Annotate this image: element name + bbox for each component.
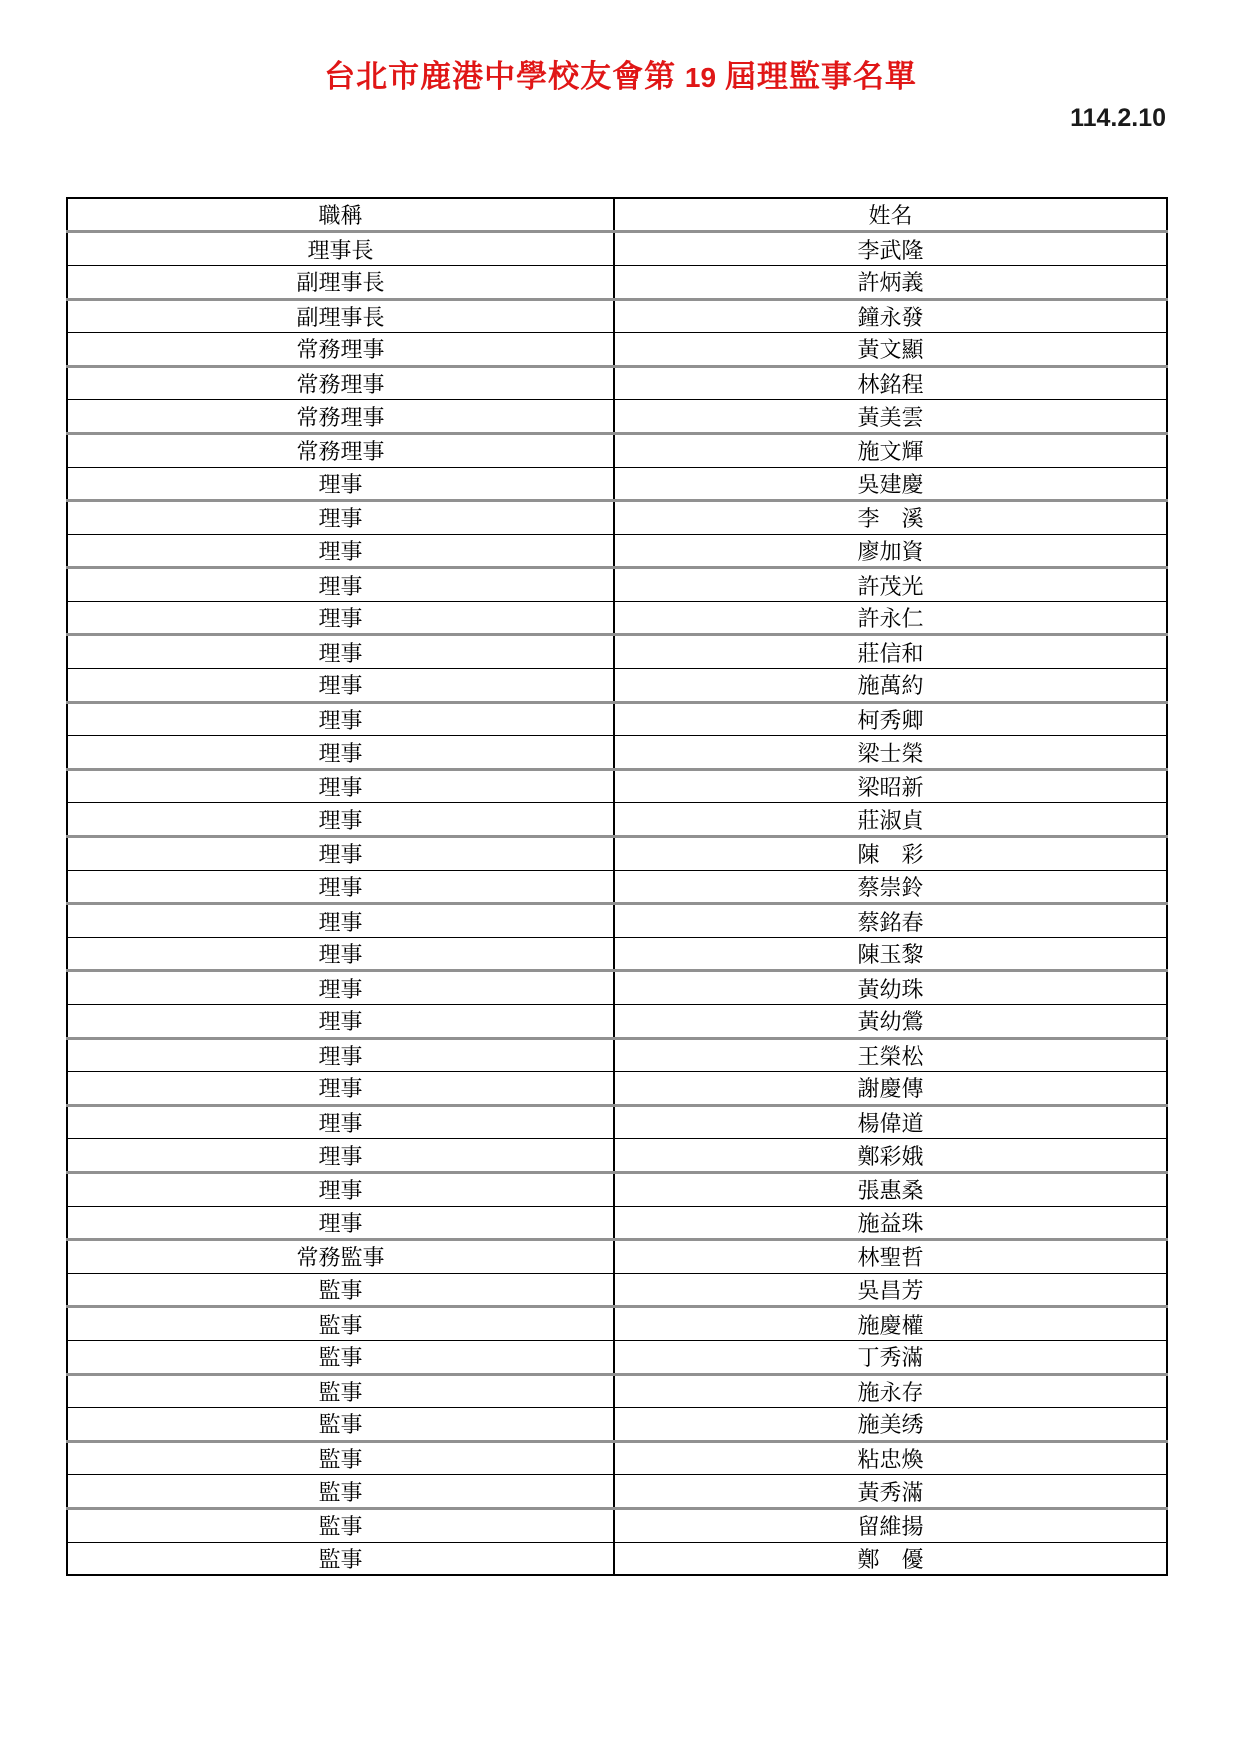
name-cell: 柯秀卿 [614, 702, 1167, 736]
table-header-row [67, 198, 1167, 232]
position-cell: 常務監事 [67, 1240, 614, 1274]
table-row [67, 1206, 1167, 1240]
position-cell: 理事 [67, 467, 614, 501]
name-cell: 施美绣 [614, 1408, 1167, 1442]
name-cell: 蔡銘春 [614, 904, 1167, 938]
position-cell: 常務理事 [67, 366, 614, 400]
position-cell: 副理事長 [67, 265, 614, 299]
position-cell: 理事 [67, 837, 614, 871]
position-cell: 理事 [67, 702, 614, 736]
position-cell: 理事 [67, 937, 614, 971]
position-cell: 理事 [67, 635, 614, 669]
table-row [67, 1038, 1167, 1072]
position-cell: 理事長 [67, 232, 614, 266]
name-cell: 施益珠 [614, 1206, 1167, 1240]
table-row [67, 366, 1167, 400]
name-cell: 施文輝 [614, 433, 1167, 467]
name-cell: 許炳義 [614, 265, 1167, 299]
position-cell: 監事 [67, 1374, 614, 1408]
name-cell: 梁昭新 [614, 769, 1167, 803]
position-cell: 理事 [67, 904, 614, 938]
table-row [67, 1340, 1167, 1374]
table-row [67, 669, 1167, 703]
position-cell: 監事 [67, 1441, 614, 1475]
name-cell: 張惠桑 [614, 1172, 1167, 1206]
table-row [67, 971, 1167, 1005]
board-members-table [66, 197, 1168, 1576]
position-cell: 理事 [67, 1105, 614, 1139]
page-title-prefix: 台北市鹿港中學校友會第 [324, 59, 685, 94]
name-cell: 留維揚 [614, 1508, 1167, 1542]
name-cell: 林聖哲 [614, 1240, 1167, 1274]
table-row [67, 1072, 1167, 1106]
table-row [67, 1508, 1167, 1542]
position-cell: 理事 [67, 601, 614, 635]
table-row [67, 1172, 1167, 1206]
name-cell: 丁秀滿 [614, 1340, 1167, 1374]
position-cell: 監事 [67, 1307, 614, 1341]
name-cell: 林銘程 [614, 366, 1167, 400]
position-cell: 理事 [67, 1005, 614, 1039]
position-cell: 理事 [67, 803, 614, 837]
name-cell: 李武隆 [614, 232, 1167, 266]
position-cell: 理事 [67, 1172, 614, 1206]
position-cell: 理事 [67, 1206, 614, 1240]
name-cell: 廖加資 [614, 534, 1167, 568]
document-date: 114.2.10 [1070, 103, 1166, 132]
table-row [67, 1441, 1167, 1475]
name-cell: 陳 彩 [614, 837, 1167, 871]
table-row [67, 400, 1167, 434]
name-cell: 莊信和 [614, 635, 1167, 669]
position-cell: 理事 [67, 669, 614, 703]
position-cell: 理事 [67, 501, 614, 535]
position-cell: 理事 [67, 568, 614, 602]
position-column-header: 職稱 [67, 198, 614, 232]
position-cell: 理事 [67, 1038, 614, 1072]
name-cell: 許茂光 [614, 568, 1167, 602]
position-cell: 常務理事 [67, 333, 614, 367]
page-title-suffix: 屆理監事名單 [716, 59, 917, 94]
name-cell: 施永存 [614, 1374, 1167, 1408]
name-cell: 梁士榮 [614, 736, 1167, 770]
table-row [67, 1374, 1167, 1408]
name-cell: 黃美雲 [614, 400, 1167, 434]
name-cell: 吳昌芳 [614, 1273, 1167, 1307]
position-cell: 副理事長 [67, 299, 614, 333]
table-row [67, 870, 1167, 904]
table-body [67, 232, 1167, 1575]
name-cell: 謝慶傳 [614, 1072, 1167, 1106]
name-cell: 施慶權 [614, 1307, 1167, 1341]
position-cell: 監事 [67, 1475, 614, 1509]
table-row [67, 299, 1167, 333]
table-row [67, 803, 1167, 837]
table-row [67, 1139, 1167, 1173]
position-cell: 理事 [67, 534, 614, 568]
table-row [67, 1273, 1167, 1307]
name-cell: 王榮松 [614, 1038, 1167, 1072]
table-row [67, 265, 1167, 299]
name-cell: 黃幼鶯 [614, 1005, 1167, 1039]
position-cell: 理事 [67, 971, 614, 1005]
name-cell: 李 溪 [614, 501, 1167, 535]
position-cell: 理事 [67, 1072, 614, 1106]
name-cell: 鄭 優 [614, 1542, 1167, 1575]
position-cell: 監事 [67, 1542, 614, 1575]
position-cell: 監事 [67, 1273, 614, 1307]
table-row [67, 534, 1167, 568]
name-cell: 粘忠煥 [614, 1441, 1167, 1475]
table-row [67, 837, 1167, 871]
name-cell: 鐘永發 [614, 299, 1167, 333]
table-row [67, 1005, 1167, 1039]
position-cell: 監事 [67, 1508, 614, 1542]
name-cell: 莊淑貞 [614, 803, 1167, 837]
name-cell: 許永仁 [614, 601, 1167, 635]
page-title-number: 19 [684, 62, 717, 93]
table-row [67, 568, 1167, 602]
table-row [67, 635, 1167, 669]
table-row [67, 1240, 1167, 1274]
position-cell: 理事 [67, 736, 614, 770]
position-cell: 常務理事 [67, 433, 614, 467]
table-row [67, 333, 1167, 367]
position-cell: 理事 [67, 870, 614, 904]
name-cell: 黃幼珠 [614, 971, 1167, 1005]
table-row [67, 736, 1167, 770]
name-cell: 吳建慶 [614, 467, 1167, 501]
page-title [0, 0, 1241, 97]
position-cell: 理事 [67, 769, 614, 803]
position-cell: 監事 [67, 1340, 614, 1374]
name-cell: 黃文顯 [614, 333, 1167, 367]
table-row [67, 769, 1167, 803]
table-row [67, 1307, 1167, 1341]
table-row [67, 1475, 1167, 1509]
table-row [67, 501, 1167, 535]
table-row [67, 1408, 1167, 1442]
position-cell: 理事 [67, 1139, 614, 1173]
table-row [67, 1542, 1167, 1575]
name-cell: 施萬約 [614, 669, 1167, 703]
name-cell: 黃秀滿 [614, 1475, 1167, 1509]
name-cell: 鄭彩娥 [614, 1139, 1167, 1173]
table-row [67, 1105, 1167, 1139]
table-row [67, 601, 1167, 635]
table-row [67, 937, 1167, 971]
table-row [67, 433, 1167, 467]
table-row [67, 467, 1167, 501]
name-cell: 蔡崇鈴 [614, 870, 1167, 904]
table-row [67, 232, 1167, 266]
position-cell: 常務理事 [67, 400, 614, 434]
position-cell: 監事 [67, 1408, 614, 1442]
table-row [67, 904, 1167, 938]
name-column-header: 姓名 [614, 198, 1167, 232]
table-row [67, 702, 1167, 736]
name-cell: 陳玉黎 [614, 937, 1167, 971]
name-cell: 楊偉道 [614, 1105, 1167, 1139]
